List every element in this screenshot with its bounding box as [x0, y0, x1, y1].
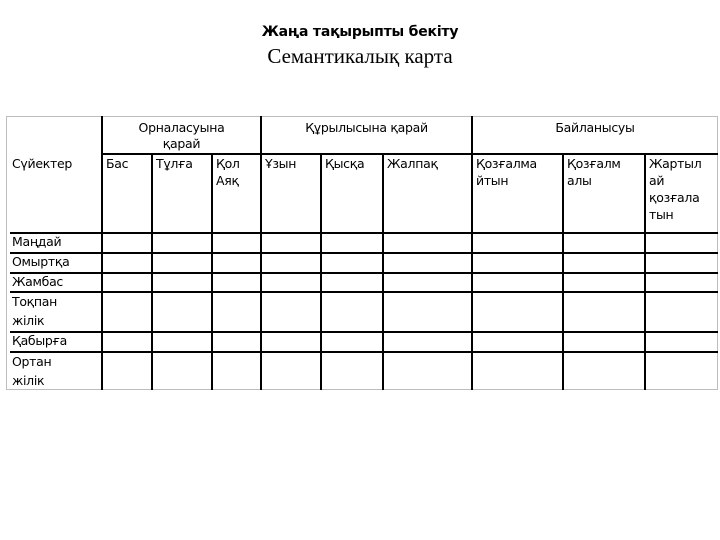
- group-header-line: Орналасуына: [138, 120, 225, 135]
- col-line: қозғала: [649, 190, 700, 205]
- row-label-femur: [12, 352, 51, 390]
- column-header-head: Бас: [106, 156, 129, 171]
- column-header-limbs: [216, 155, 240, 189]
- col-line: Қол: [216, 156, 240, 171]
- row-line: жілік: [12, 373, 45, 388]
- col-line: ай: [649, 173, 665, 188]
- col-line: Жартыл: [649, 156, 702, 171]
- row-line: Тоқпан: [12, 294, 58, 309]
- col-line: тын: [649, 207, 674, 222]
- col-line: Қозғалма: [476, 156, 537, 171]
- group-header-connection: Байланысуы: [555, 120, 635, 135]
- col-line: Қозғалм: [567, 156, 621, 171]
- column-header-long: Ұзын: [265, 156, 297, 171]
- divider: [10, 351, 718, 353]
- col-line: йтын: [476, 173, 509, 188]
- group-header-location: [102, 120, 261, 152]
- row-label-pelvis: Жамбас: [12, 274, 63, 289]
- column-header-flat: Жалпақ: [387, 156, 438, 171]
- row-label-vertebra: Омыртқа: [12, 254, 70, 269]
- col-line: Аяқ: [216, 173, 239, 188]
- row-header-label: Сүйектер: [12, 156, 72, 171]
- row-label-forehead: Маңдай: [12, 234, 62, 249]
- row-label-humerus: [12, 292, 57, 330]
- row-line: жілік: [12, 313, 45, 328]
- column-header-movable: [567, 155, 621, 189]
- column-header-trunk: Тұлға: [156, 156, 193, 171]
- divider: [10, 252, 718, 254]
- page-subtitle: Семантикалық карта: [267, 44, 453, 68]
- column-header-immovable: [476, 155, 537, 189]
- column-header-short: Қысқа: [325, 156, 365, 171]
- row-label-rib: Қабырға: [12, 333, 67, 348]
- column-header-semi-movable: [649, 155, 701, 223]
- page-title: Жаңа тақырыпты бекіту: [261, 24, 459, 40]
- divider: [10, 331, 718, 333]
- group-header-structure: Құрылысына қарай: [305, 120, 428, 135]
- col-line: алы: [567, 173, 592, 188]
- row-line: Ортан: [12, 354, 52, 369]
- divider: [10, 291, 718, 293]
- divider: [10, 232, 718, 234]
- group-header-line: қарай: [162, 136, 201, 151]
- divider: [10, 272, 718, 274]
